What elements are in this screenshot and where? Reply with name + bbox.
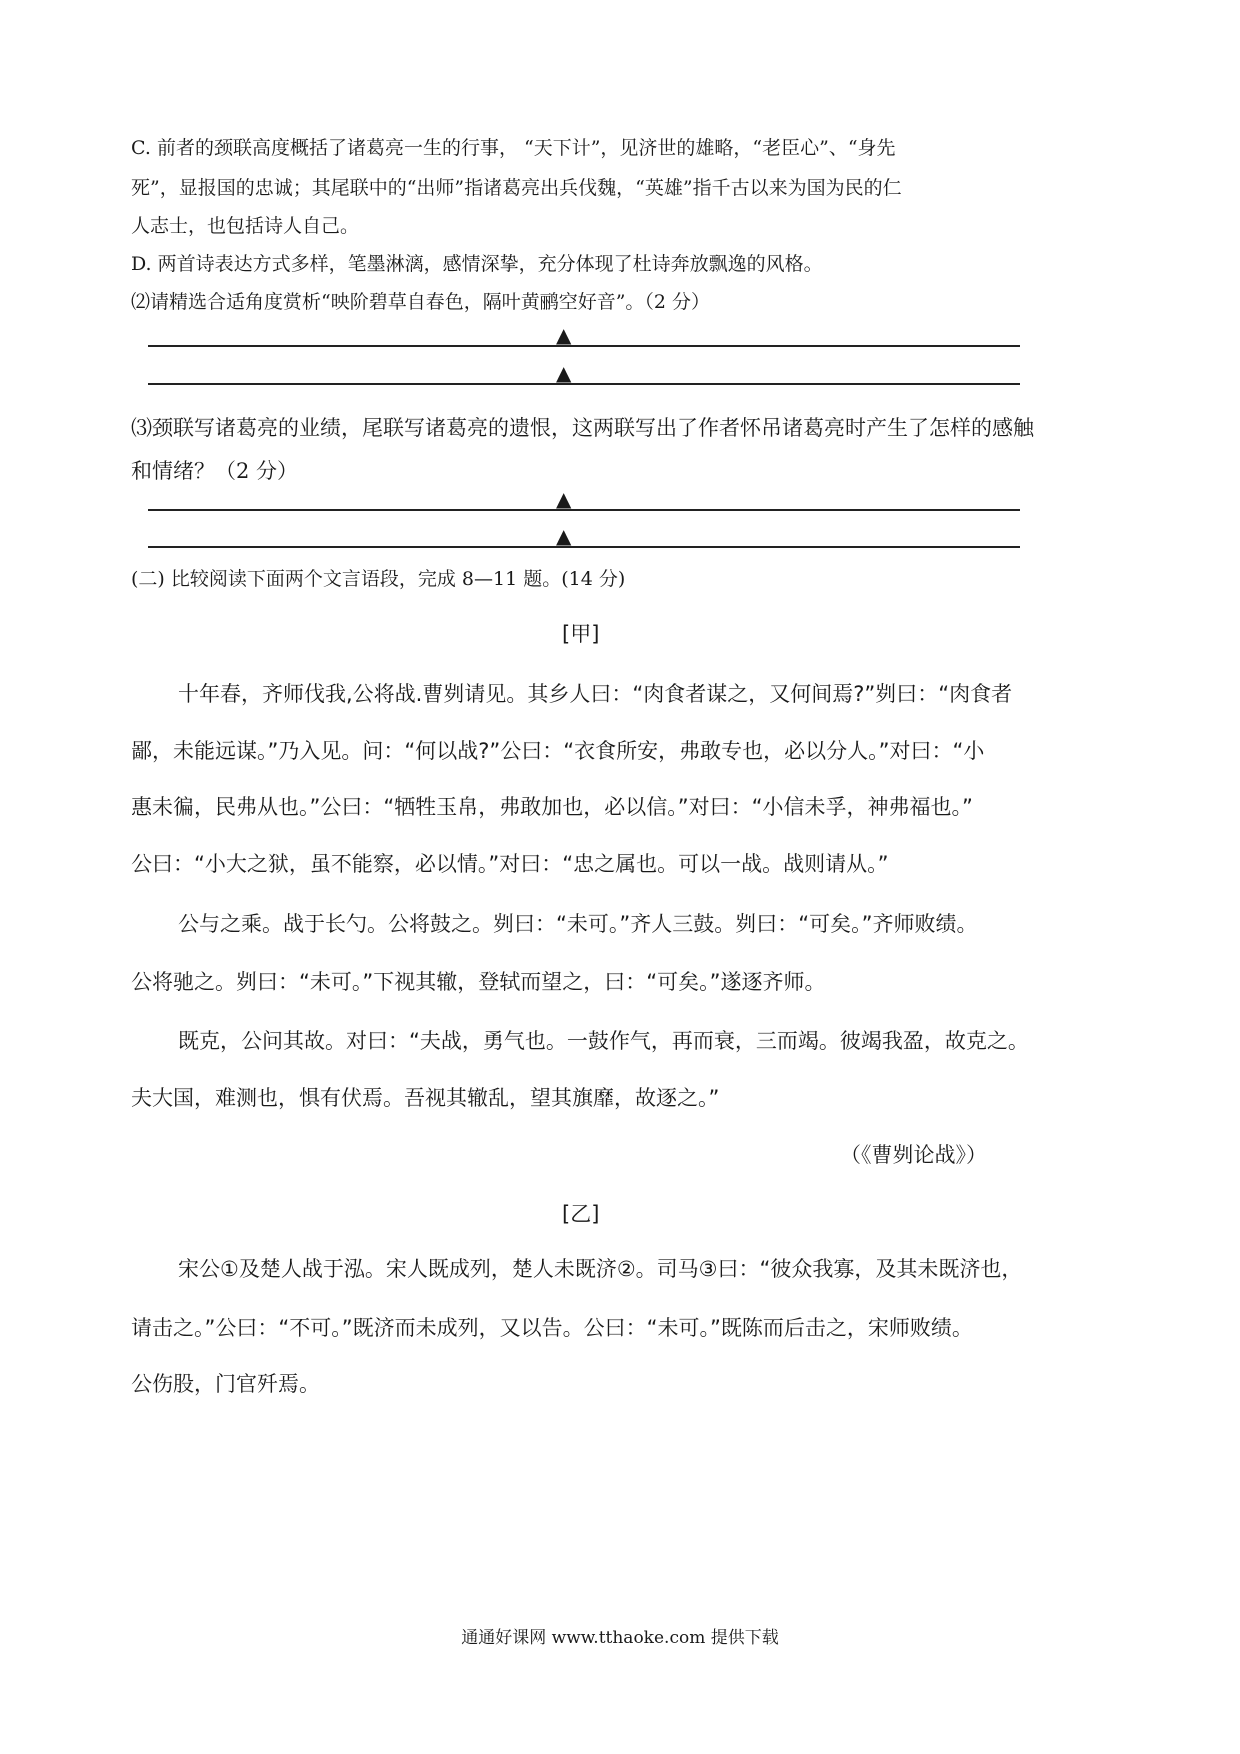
passage-jia-line-6: 公将驰之。刿曰：“未可。”下视其辙，登轼而望之，曰：“可矣。”遂逐齐师。 xyxy=(131,970,826,994)
passage-jia-line-2: 鄙，未能远谋。”乃入见。问：“何以战?”公曰：“衣食所安，弗敢专也，必以分人。”对曰：“小 xyxy=(131,739,985,763)
answer-marker: ▲ xyxy=(556,524,572,548)
passage-jia-line-1: 十年春，齐师伐我,公将战.曹刿请见。其乡人曰：“肉食者谋之，又何间焉?”刿曰：“肉食者 xyxy=(178,682,1013,706)
page-footer: 通通好课网 www.tthaoke.com 提供下载 xyxy=(461,1628,779,1648)
answer-line[interactable] xyxy=(148,546,1020,548)
answer-marker: ▲ xyxy=(556,487,572,511)
answer-marker: ▲ xyxy=(556,323,572,347)
passage-label-yi: [乙] xyxy=(562,1202,600,1226)
answer-line[interactable] xyxy=(148,509,1020,511)
passage-yi-line-3: 公伤股，门官歼焉。 xyxy=(131,1372,320,1396)
answer-line[interactable] xyxy=(148,383,1020,385)
sub-question-3-line-1: ⑶颈联写诸葛亮的业绩，尾联写诸葛亮的遗恨，这两联写出了作者怀吊诸葛亮时产生了怎样的感触 xyxy=(131,416,1034,440)
passage-jia-line-3: 惠未徧，民弗从也。”公曰：“牺牲玉帛，弗敢加也，必以信。”对曰：“小信未孚，神弗福也。” xyxy=(131,795,973,819)
passage-label-jia: [甲] xyxy=(562,622,600,646)
passage-yi-line-2: 请击之。”公曰：“不可。”既济而未成列，又以告。公曰：“未可。”既陈而后击之，宋师败绩。 xyxy=(131,1316,973,1340)
option-c-line-1: C. 前者的颈联高度概括了诸葛亮一生的行事， “天下计”，见济世的雄略，“老臣心”、“身先 xyxy=(131,137,896,159)
option-d: D. 两首诗表达方式多样，笔墨淋漓，感情深挚，充分体现了杜诗奔放飘逸的风格。 xyxy=(131,253,823,275)
option-c-line-3: 人志士，也包括诗人自己。 xyxy=(131,215,360,237)
answer-line[interactable] xyxy=(148,345,1020,347)
answer-marker: ▲ xyxy=(556,361,572,385)
option-c-line-2: 死”，显报国的忠诚；其尾联中的“出师”指诸葛亮出兵伐魏，“英雄”指千古以来为国为民的仁 xyxy=(131,177,902,199)
passage-jia-line-8: 夫大国，难测也，惧有伏焉。吾视其辙乱，望其旗靡，故逐之。” xyxy=(131,1086,720,1110)
section-heading: (二) 比较阅读下面两个文言语段，完成 8—11 题。(14 分) xyxy=(131,568,626,590)
sub-question-3-line-2: 和情绪？（2 分） xyxy=(131,459,299,483)
passage-source: （《曹刿论战》） xyxy=(840,1143,987,1167)
passage-jia-line-7: 既克，公问其故。对曰：“夫战，勇气也。一鼓作气，再而衰，三而竭。彼竭我盈，故克之。 xyxy=(178,1029,1029,1053)
passage-jia-line-4: 公曰：“小大之狱，虽不能察，必以情。”对曰：“忠之属也。可以一战。战则请从。” xyxy=(131,852,889,876)
passage-yi-line-1: 宋公①及楚人战于泓。宋人既成列，楚人未既济②。司马③曰：“彼众我寡，及其未既济也， xyxy=(178,1257,1023,1281)
sub-question-2: ⑵请精选合适角度赏析“映阶碧草自春色，隔叶黄鹂空好音”。（2 分） xyxy=(131,291,711,313)
passage-jia-line-5: 公与之乘。战于长勺。公将鼓之。刿曰：“未可。”齐人三鼓。刿曰：“可矣。”齐师败绩。 xyxy=(178,912,978,936)
